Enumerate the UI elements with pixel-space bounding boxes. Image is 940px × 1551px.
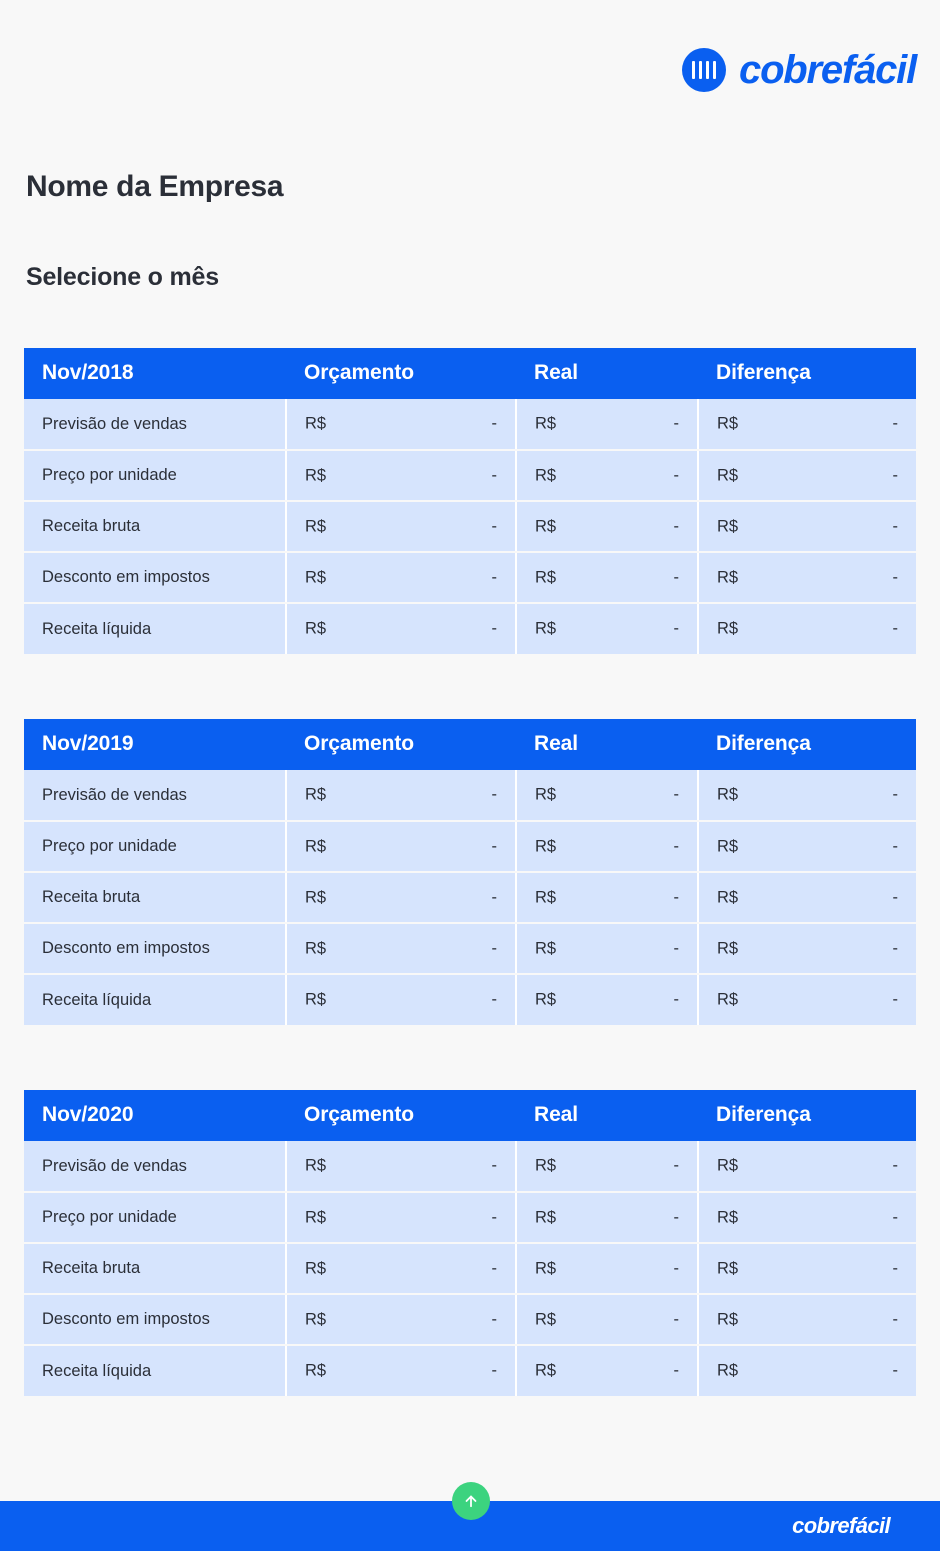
table-header-row [24, 1090, 916, 1141]
cell-value: - [673, 837, 679, 855]
currency-symbol: R$ [717, 414, 739, 433]
budget-tables-area [24, 348, 916, 1396]
column-header-orcamento: Orçamento [286, 348, 516, 399]
currency-symbol: R$ [717, 517, 739, 535]
currency-symbol: R$ [535, 568, 557, 586]
currency-symbol: R$ [535, 990, 557, 1009]
cell-value: - [673, 1156, 679, 1175]
currency-symbol: R$ [305, 414, 327, 433]
cell-orcamento [286, 974, 516, 1025]
column-header-diferenca: Diferença [698, 1090, 916, 1141]
cell-diferenca [698, 1294, 916, 1345]
cell-orcamento [286, 552, 516, 603]
row-label: Desconto em impostos [24, 552, 286, 603]
currency-symbol: R$ [535, 619, 557, 638]
cell-real [516, 872, 698, 923]
cell-diferenca [698, 450, 916, 501]
row-label: Previsão de vendas [24, 1141, 286, 1192]
budget-table [24, 1090, 916, 1396]
cell-real [516, 770, 698, 821]
currency-symbol: R$ [717, 837, 739, 855]
column-header-real: Real [516, 1090, 698, 1141]
cell-diferenca [698, 923, 916, 974]
currency-symbol: R$ [305, 990, 327, 1009]
cell-orcamento [286, 603, 516, 654]
budget-table [24, 348, 916, 654]
cell-real [516, 603, 698, 654]
scroll-to-top-button[interactable] [452, 1482, 490, 1520]
footer-brand-wordmark: cobrefácil [792, 1513, 890, 1538]
table-row [24, 1294, 916, 1345]
cell-orcamento [286, 450, 516, 501]
table-period-header: Nov/2018 [24, 348, 286, 399]
row-label: Preço por unidade [24, 1192, 286, 1243]
cell-value: - [673, 1361, 679, 1380]
currency-symbol: R$ [717, 619, 739, 638]
currency-symbol: R$ [717, 466, 739, 484]
currency-symbol: R$ [535, 466, 557, 484]
cell-orcamento [286, 770, 516, 821]
cell-value: - [892, 466, 898, 484]
cell-value: - [892, 568, 898, 586]
cell-diferenca [698, 399, 916, 450]
table-row [24, 552, 916, 603]
currency-symbol: R$ [305, 1156, 327, 1175]
cell-real [516, 1243, 698, 1294]
cell-real [516, 552, 698, 603]
cell-value: - [892, 785, 898, 804]
cell-value: - [673, 619, 679, 638]
arrow-up-icon [462, 1492, 480, 1510]
table-row [24, 399, 916, 450]
cell-orcamento [286, 399, 516, 450]
cell-value: - [491, 414, 497, 433]
currency-symbol: R$ [305, 1361, 327, 1380]
currency-symbol: R$ [305, 1259, 327, 1277]
table-row [24, 1192, 916, 1243]
row-label: Receita bruta [24, 872, 286, 923]
cell-value: - [673, 568, 679, 586]
currency-symbol: R$ [717, 888, 739, 906]
cell-value: - [491, 466, 497, 484]
cell-value: - [892, 1208, 898, 1226]
cell-value: - [892, 517, 898, 535]
cell-value: - [673, 785, 679, 804]
budget-table [24, 719, 916, 1025]
cell-real [516, 821, 698, 872]
currency-symbol: R$ [535, 785, 557, 804]
currency-symbol: R$ [535, 837, 557, 855]
cell-real [516, 1141, 698, 1192]
table-row [24, 501, 916, 552]
section-title: Selecione o mês [26, 263, 219, 291]
cell-value: - [491, 1208, 497, 1226]
table-row [24, 1141, 916, 1192]
table-row [24, 974, 916, 1025]
cell-value: - [491, 785, 497, 804]
row-label: Preço por unidade [24, 821, 286, 872]
currency-symbol: R$ [305, 619, 327, 638]
cell-diferenca [698, 603, 916, 654]
row-label: Receita bruta [24, 501, 286, 552]
row-label: Desconto em impostos [24, 923, 286, 974]
currency-symbol: R$ [535, 517, 557, 535]
cell-value: - [673, 990, 679, 1009]
cell-value: - [892, 888, 898, 906]
cell-diferenca [698, 821, 916, 872]
table-row [24, 923, 916, 974]
cell-diferenca [698, 1243, 916, 1294]
currency-symbol: R$ [717, 1310, 739, 1328]
cell-orcamento [286, 501, 516, 552]
cell-diferenca [698, 1192, 916, 1243]
table-period-header: Nov/2019 [24, 719, 286, 770]
cell-value: - [673, 414, 679, 433]
cell-real [516, 923, 698, 974]
cell-value: - [892, 837, 898, 855]
cell-diferenca [698, 872, 916, 923]
cell-diferenca [698, 1141, 916, 1192]
currency-symbol: R$ [535, 939, 557, 957]
row-label: Receita líquida [24, 1345, 286, 1396]
cell-real [516, 501, 698, 552]
cell-value: - [673, 888, 679, 906]
brand-logo[interactable] [682, 48, 916, 92]
table-row [24, 1345, 916, 1396]
cell-value: - [892, 1156, 898, 1175]
cell-value: - [491, 568, 497, 586]
cell-value: - [491, 990, 497, 1009]
cell-value: - [673, 1208, 679, 1226]
four-bars-circle-icon [682, 48, 726, 92]
cell-value: - [892, 939, 898, 957]
table-header-row [24, 348, 916, 399]
row-label: Previsão de vendas [24, 770, 286, 821]
cell-real [516, 1345, 698, 1396]
currency-symbol: R$ [717, 1208, 739, 1226]
cell-orcamento [286, 1141, 516, 1192]
currency-symbol: R$ [535, 1361, 557, 1380]
cell-value: - [892, 990, 898, 1009]
row-label: Previsão de vendas [24, 399, 286, 450]
cell-value: - [491, 1361, 497, 1380]
currency-symbol: R$ [305, 517, 327, 535]
cell-value: - [491, 888, 497, 906]
cell-value: - [491, 1259, 497, 1277]
table-row [24, 1243, 916, 1294]
currency-symbol: R$ [717, 568, 739, 586]
row-label: Receita líquida [24, 603, 286, 654]
cell-real [516, 450, 698, 501]
cell-value: - [491, 837, 497, 855]
currency-symbol: R$ [717, 1259, 739, 1277]
cell-diferenca [698, 501, 916, 552]
currency-symbol: R$ [717, 785, 739, 804]
currency-symbol: R$ [305, 837, 327, 855]
table-period-header: Nov/2020 [24, 1090, 286, 1141]
currency-symbol: R$ [535, 1310, 557, 1328]
brand-wordmark: cobrefácil [739, 48, 916, 92]
currency-symbol: R$ [305, 466, 327, 484]
currency-symbol: R$ [717, 939, 739, 957]
cell-value: - [491, 1310, 497, 1328]
table-row [24, 603, 916, 654]
row-label: Desconto em impostos [24, 1294, 286, 1345]
cell-orcamento [286, 923, 516, 974]
currency-symbol: R$ [305, 1208, 327, 1226]
column-header-diferenca: Diferença [698, 719, 916, 770]
cell-value: - [491, 619, 497, 638]
cell-real [516, 399, 698, 450]
currency-symbol: R$ [305, 568, 327, 586]
column-header-real: Real [516, 719, 698, 770]
column-header-orcamento: Orçamento [286, 1090, 516, 1141]
cell-value: - [673, 517, 679, 535]
cell-orcamento [286, 1294, 516, 1345]
cell-value: - [673, 939, 679, 957]
cell-orcamento [286, 1192, 516, 1243]
currency-symbol: R$ [535, 1259, 557, 1277]
currency-symbol: R$ [305, 1310, 327, 1328]
cell-orcamento [286, 1243, 516, 1294]
cell-value: - [892, 1361, 898, 1380]
column-header-orcamento: Orçamento [286, 719, 516, 770]
table-row [24, 450, 916, 501]
table-header-row [24, 719, 916, 770]
cell-diferenca [698, 974, 916, 1025]
cell-real [516, 974, 698, 1025]
cell-orcamento [286, 821, 516, 872]
row-label: Receita bruta [24, 1243, 286, 1294]
cell-orcamento [286, 1345, 516, 1396]
currency-symbol: R$ [535, 1156, 557, 1175]
cell-value: - [892, 619, 898, 638]
currency-symbol: R$ [305, 939, 327, 957]
currency-symbol: R$ [305, 785, 327, 804]
cell-diferenca [698, 1345, 916, 1396]
table-row [24, 821, 916, 872]
cell-value: - [892, 414, 898, 433]
cell-value: - [892, 1259, 898, 1277]
row-label: Preço por unidade [24, 450, 286, 501]
cell-value: - [673, 1310, 679, 1328]
column-header-real: Real [516, 348, 698, 399]
currency-symbol: R$ [535, 414, 557, 433]
currency-symbol: R$ [305, 888, 327, 906]
cell-value: - [491, 1156, 497, 1175]
brand-header [0, 0, 940, 140]
table-row [24, 770, 916, 821]
currency-symbol: R$ [717, 990, 739, 1009]
cell-diferenca [698, 770, 916, 821]
table-row [24, 872, 916, 923]
currency-symbol: R$ [535, 888, 557, 906]
column-header-diferenca: Diferença [698, 348, 916, 399]
page-title: Nome da Empresa [26, 170, 284, 203]
cell-value: - [892, 1310, 898, 1328]
cell-value: - [491, 517, 497, 535]
cell-diferenca [698, 552, 916, 603]
currency-symbol: R$ [717, 1361, 739, 1380]
currency-symbol: R$ [717, 1156, 739, 1175]
cell-value: - [673, 466, 679, 484]
cell-real [516, 1192, 698, 1243]
cell-real [516, 1294, 698, 1345]
currency-symbol: R$ [535, 1208, 557, 1226]
cell-value: - [491, 939, 497, 957]
cell-value: - [673, 1259, 679, 1277]
cell-orcamento [286, 872, 516, 923]
row-label: Receita líquida [24, 974, 286, 1025]
